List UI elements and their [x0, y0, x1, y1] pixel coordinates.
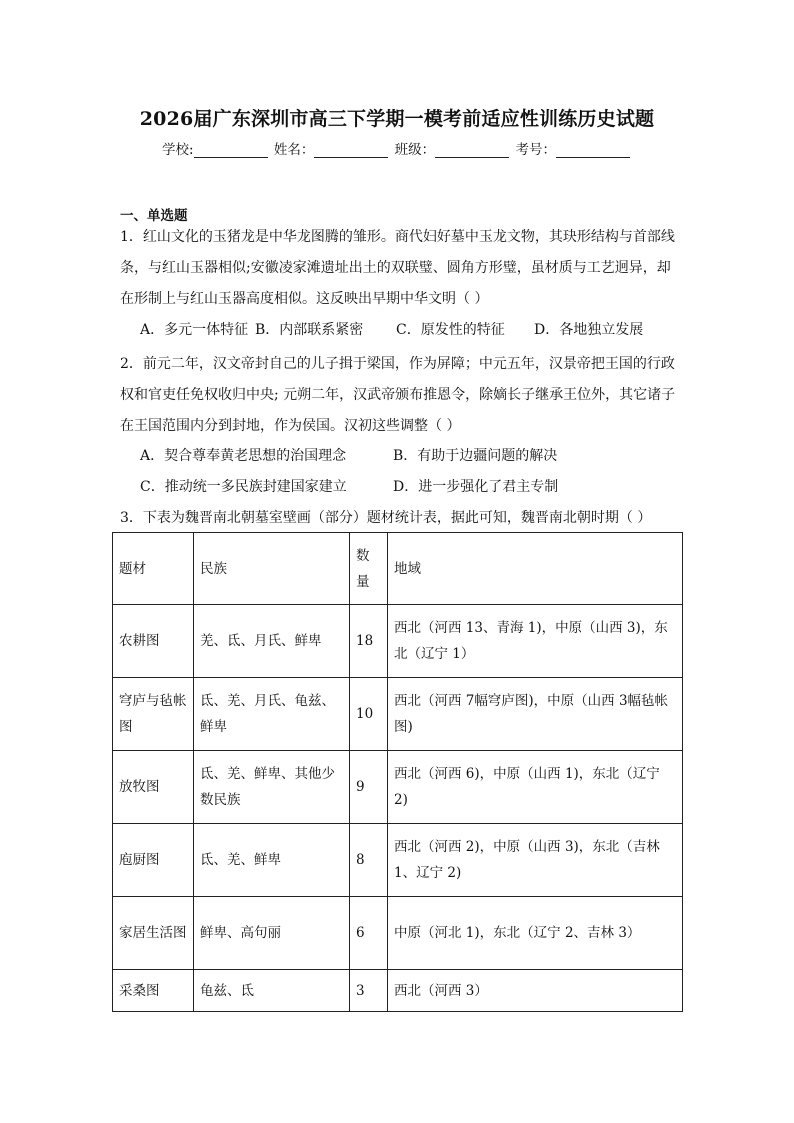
- cell-region: 西北（河西 13、青海 1)，中原（山西 3)，东北（辽宁 1）: [388, 605, 683, 678]
- q2-option-d[interactable]: D．进一步强化了君主专制: [393, 479, 559, 495]
- cell-region: 中原（河北 1)，东北（辽宁 2、吉林 3）: [388, 897, 683, 970]
- cell-ethnicity: 氐、羌、月氏、龟兹、鲜卑: [194, 678, 350, 751]
- cell-count: 10: [350, 678, 388, 751]
- table-header-row: [113, 533, 683, 605]
- cell-count: 6: [350, 897, 388, 970]
- cell-region: 西北（河西 6)，中原（山西 1)，东北（辽宁 2): [388, 751, 683, 824]
- table-row: [113, 751, 683, 824]
- question-3-stem: 3．下表为魏晋南北朝墓室壁画（部分）题材统计表，据此可知，魏晋南北朝时期（ ）: [120, 510, 652, 526]
- question-1-options: [140, 315, 643, 346]
- section-heading: 一、单选题: [120, 208, 188, 224]
- q1-option-b[interactable]: B．内部联系紧密: [255, 322, 364, 338]
- cell-count: 9: [350, 751, 388, 824]
- name-label: 姓名：: [273, 142, 315, 158]
- question-2-stem: 2．前元二年，汉文帝封自己的儿子揖于梁国，作为屏障；中元五年，汉景帝把王国的行政权和官吏任免权收归中央; 元朔二年，汉武帝颁布推恩令，除嫡长子继承王位外，其它诸子在王国范围内分到封地，作为侯国。汉初这些调整（ ）: [120, 356, 676, 434]
- header-ethnicity: 民族: [194, 533, 350, 605]
- cell-region: 西北（河西 2)，中原（山西 3)，东北（吉林 1、辽宁 2): [388, 824, 683, 897]
- cell-theme: 放牧图: [113, 751, 194, 824]
- cell-theme: 采桑图: [113, 970, 194, 1012]
- q1-option-a[interactable]: A．多元一体特征: [140, 322, 249, 338]
- header-region: 地域: [388, 533, 683, 605]
- number-label: 考号：: [515, 142, 556, 158]
- cell-ethnicity: 氐、羌、鲜卑、其他少数民族: [194, 751, 350, 824]
- school-blank[interactable]: [194, 143, 268, 158]
- cell-ethnicity: 龟兹、氐: [194, 970, 350, 1012]
- cell-ethnicity: 羌、氐、月氏、鲜卑: [194, 605, 350, 678]
- table-row: [113, 897, 683, 970]
- cell-theme: 穹庐与毡帐图: [113, 678, 194, 751]
- q2-option-c[interactable]: C．推动统一多民族封建国家建立: [140, 479, 347, 495]
- cell-ethnicity: 氐、羌、鲜卑: [194, 824, 350, 897]
- cell-region: 西北（河西 3）: [388, 970, 683, 1012]
- exam-title: 2026届广东深圳市高三下学期一模考前适应性训练历史试题: [139, 108, 655, 130]
- name-blank[interactable]: [314, 143, 388, 158]
- q1-option-c[interactable]: C．原发性的特征: [396, 322, 505, 338]
- q2-option-a[interactable]: A．契合尊奉黄老思想的治国理念: [140, 448, 347, 464]
- q1-option-d[interactable]: D．各地独立发展: [534, 322, 644, 338]
- question-1-stem: 1．红山文化的玉猪龙是中华龙图腾的雏形。商代妇好墓中玉龙文物，其玦形结构与首部线条，与红山玉器相似;安徽凌家滩遗址出土的双联璧、圆角方形璧，虽材质与工艺迥异，却在形制上与红山玉器高度相似。这反映出早期中华文明（ ）: [120, 229, 675, 307]
- table-row: [113, 678, 683, 751]
- number-blank[interactable]: [556, 143, 630, 158]
- cell-region: 西北（河西 7幅穹庐图)，中原（山西 3幅毡帐图): [388, 678, 683, 751]
- class-blank[interactable]: [435, 143, 509, 158]
- student-info-line: [0, 138, 794, 158]
- header-theme: 题材: [113, 533, 194, 605]
- mural-theme-table: [112, 532, 683, 1012]
- question-2-options-row2: [140, 472, 558, 503]
- table-row: [113, 605, 683, 678]
- table-row: [113, 824, 683, 897]
- cell-theme: 农耕图: [113, 605, 194, 678]
- cell-count: 8: [350, 824, 388, 897]
- q2-option-b[interactable]: B．有助于边疆问题的解决: [393, 448, 558, 464]
- cell-count: 3: [350, 970, 388, 1012]
- cell-count: 18: [350, 605, 388, 678]
- school-label: 学校:: [162, 142, 194, 158]
- cell-theme: 家居生活图: [113, 897, 194, 970]
- cell-theme: 庖厨图: [113, 824, 194, 897]
- question-2-options-row1: [140, 441, 557, 472]
- class-label: 班级：: [394, 142, 436, 158]
- cell-ethnicity: 鲜卑、高句丽: [194, 897, 350, 970]
- table-row: [113, 970, 683, 1012]
- header-count: 数量: [350, 533, 388, 605]
